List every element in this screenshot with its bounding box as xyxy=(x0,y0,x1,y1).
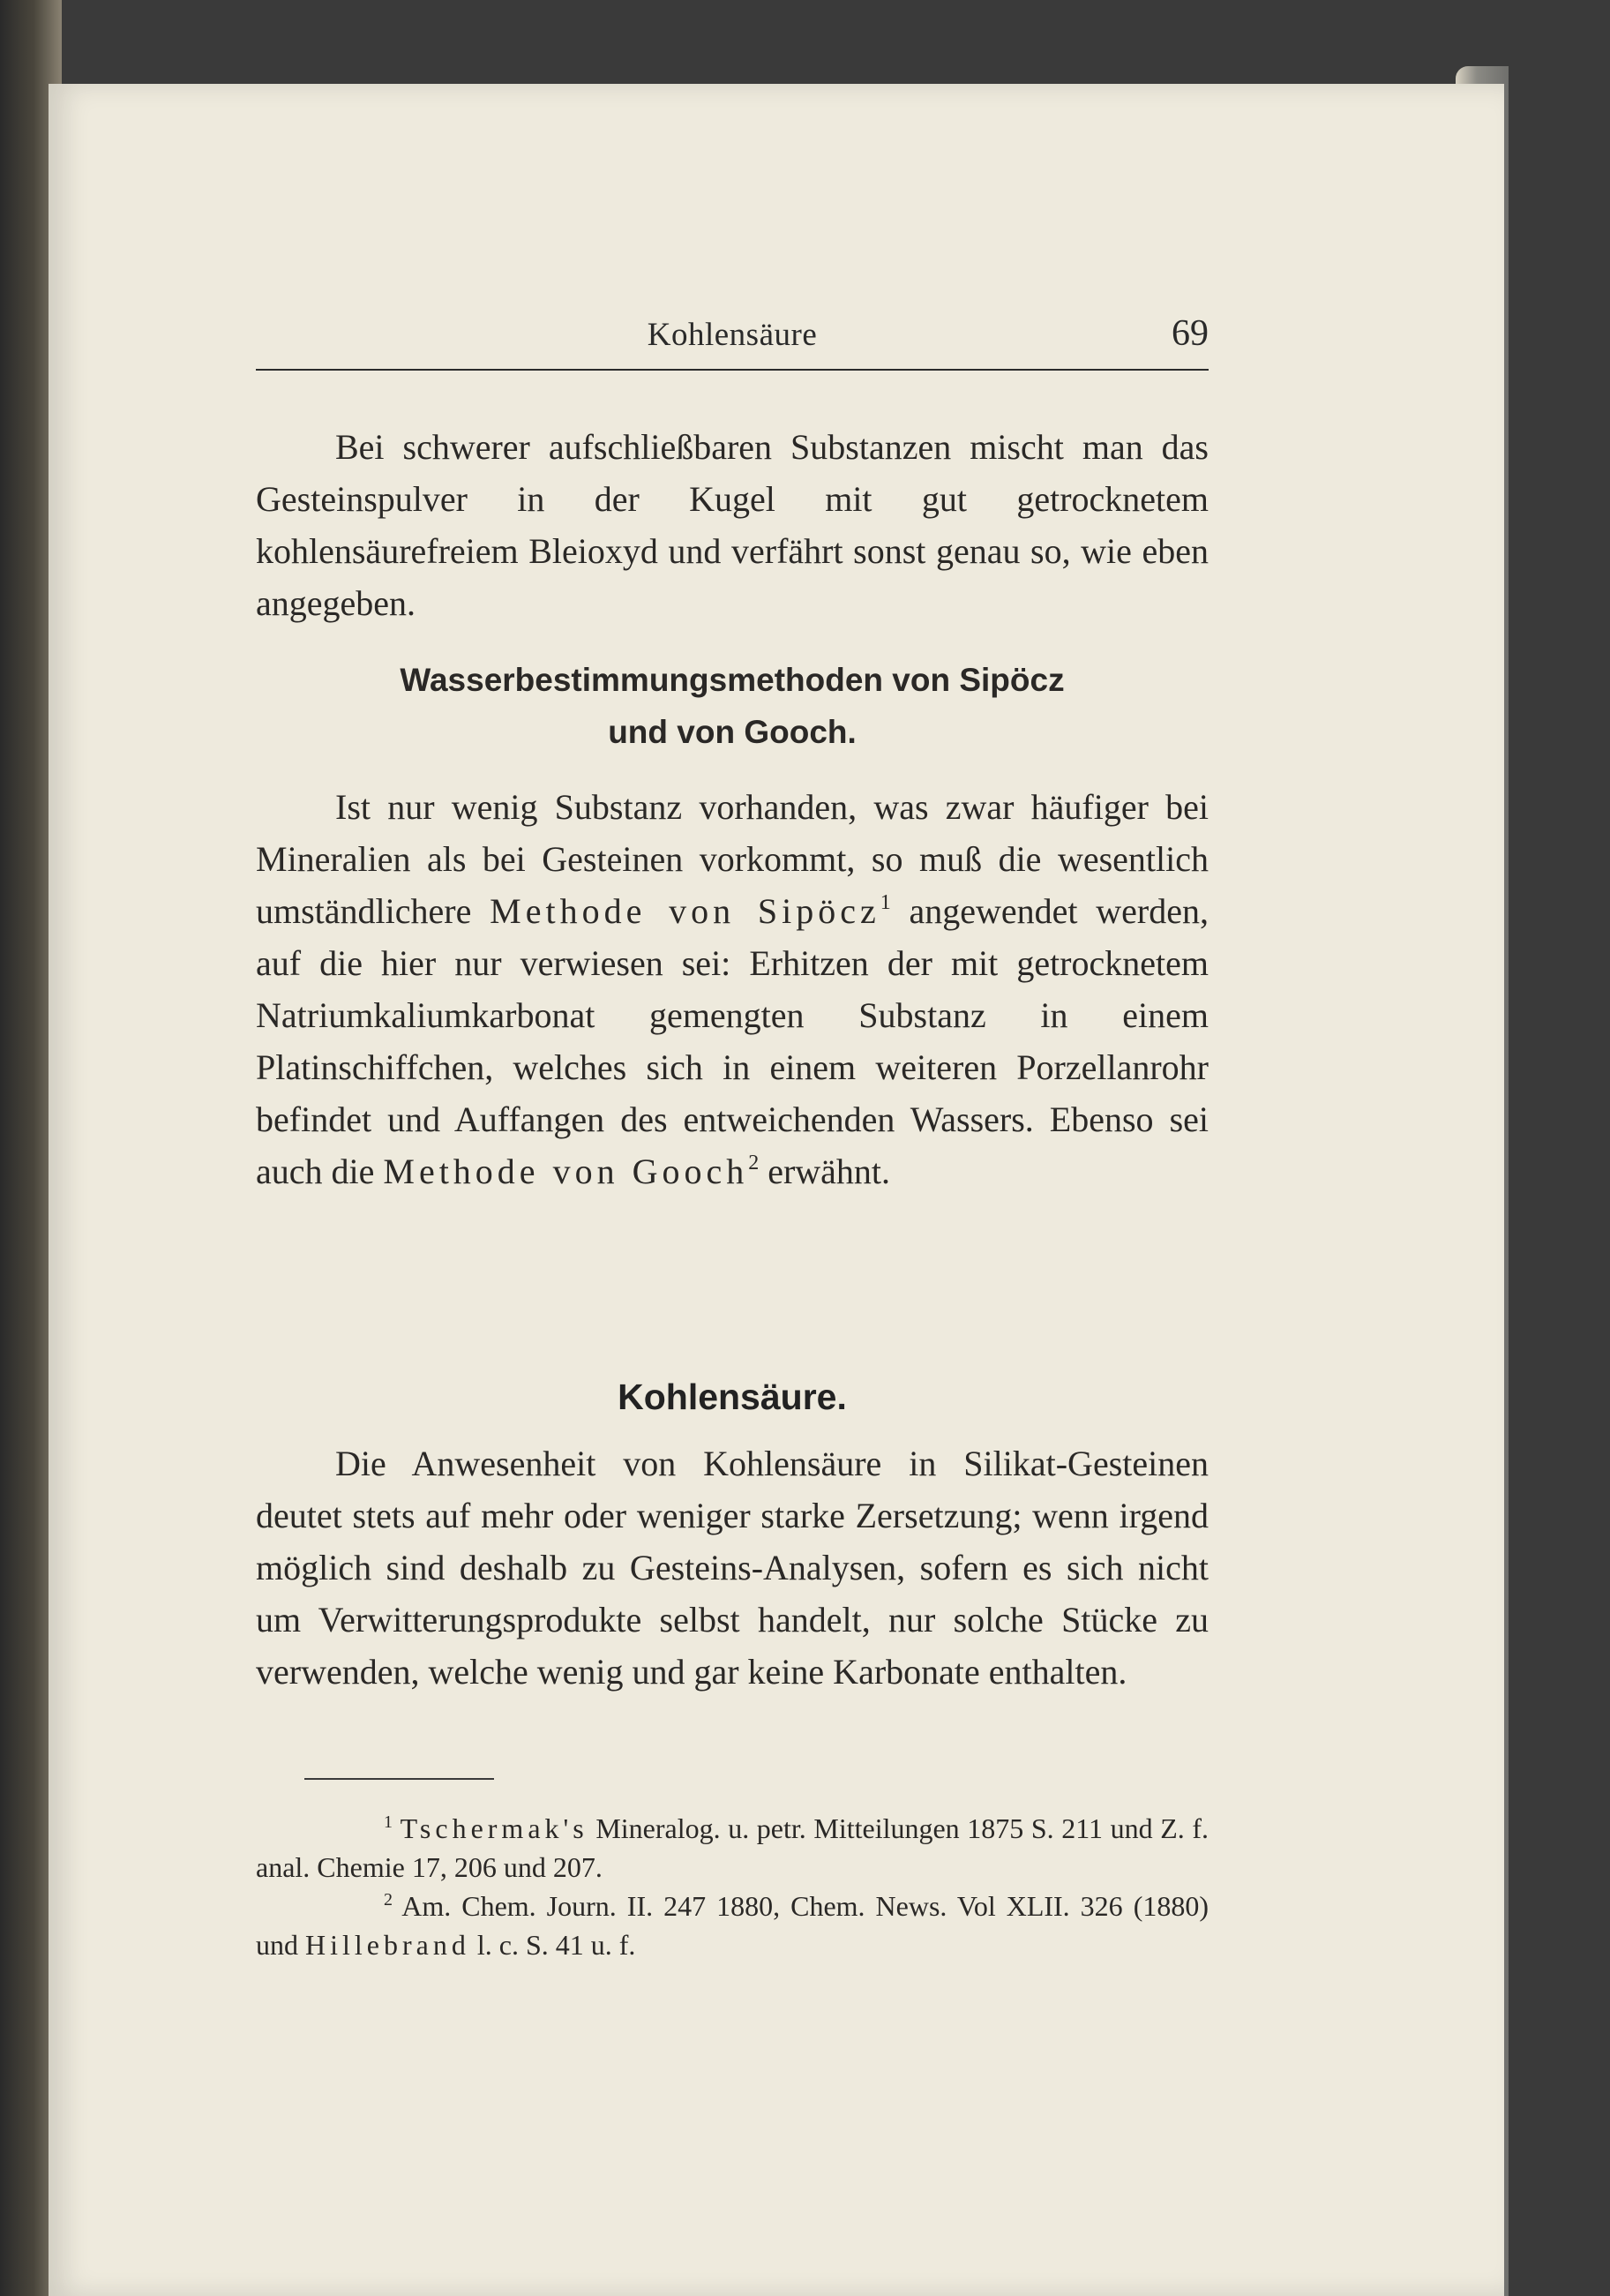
subheading-block xyxy=(256,654,1209,758)
paragraph-1: Bei schwerer aufschließbaren Substanzen mischt man das Gesteinspulver in der Kugel mit gut getrocknetem kohlensäurefreiem Bleioxyd und verfährt sonst genau so, wie eben angegeben. xyxy=(256,427,1209,623)
footnote-1-marker: 1 xyxy=(384,1812,393,1832)
footnote-1-author: Tschermak's xyxy=(400,1812,588,1844)
footnote-rule xyxy=(304,1778,494,1780)
footnote-2 xyxy=(256,1887,1209,1964)
paragraph-2-text-a: Ist nur wenig Substanz vorhanden, was zwar häufiger bei Mineralien als bei Gesteinen vorkommt, so muß die wesentlich umständlichere xyxy=(256,787,1209,931)
running-head xyxy=(256,313,1209,371)
subheading-line-2: und von Gooch. xyxy=(608,714,857,750)
paragraph-3-block xyxy=(256,1437,1209,1698)
footnote-2-text-a: Am. Chem. Journ. II. 247 1880, Chem. News. Vol XLII. 326 (1880) und xyxy=(256,1890,1209,1961)
section-heading: Kohlensäure. xyxy=(618,1377,847,1417)
footnote-1 xyxy=(256,1809,1209,1887)
method-sipocz: Methode von Sipöcz xyxy=(490,891,880,931)
subheading-line-1: Wasserbestimmungsmethoden von Sipöcz xyxy=(400,662,1065,698)
page-number: 69 xyxy=(1172,313,1209,354)
paragraph-2-block xyxy=(256,781,1209,1197)
footnote-2-text-b: l. c. S. 41 u. f. xyxy=(469,1929,636,1961)
running-head-title: Kohlensäure xyxy=(647,317,818,353)
paragraph-2-text-b: angewendet werden, auf die hier nur verwiesen sei: Erhitzen der mit getrocknetem Natriumkaliumkarbonat gemengten Substanz in einem Platinschiffchen, welches sich in einem weiteren Porzellanrohr befindet und Auffangen des entweichenden Wassers. Ebenso sei auch die xyxy=(256,891,1209,1191)
paragraph-2-text-c: erwähnt. xyxy=(759,1152,891,1191)
footnote-ref-1: 1 xyxy=(880,891,891,914)
section-heading-block xyxy=(256,1377,1209,1418)
paragraph-2 xyxy=(256,781,1209,1197)
method-gooch: Methode von Gooch xyxy=(383,1152,749,1191)
footnote-ref-2: 2 xyxy=(748,1152,760,1174)
footnote-2-marker: 2 xyxy=(384,1890,393,1910)
paragraph-3: Die Anwesenheit von Kohlensäure in Silikat-Gesteinen deutet stets auf mehr oder weniger starke Zersetzung; wenn irgend möglich sind deshalb zu Gesteins-Analysen, sofern es sich nicht um Verwitterungsprodukte selbst handelt, nur solche Stücke zu verwenden, welche wenig und gar keine Karbonate enthalten. xyxy=(256,1444,1209,1692)
footnote-1-text: Mineralog. u. petr. Mitteilungen 1875 S. 211 und Z. f. anal. Chemie 17, 206 und 207. xyxy=(256,1812,1209,1883)
footnote-2-author: Hillebrand xyxy=(305,1929,470,1961)
paragraph-1-block xyxy=(256,421,1209,629)
book-page xyxy=(49,84,1504,2296)
footnotes xyxy=(256,1809,1209,1964)
